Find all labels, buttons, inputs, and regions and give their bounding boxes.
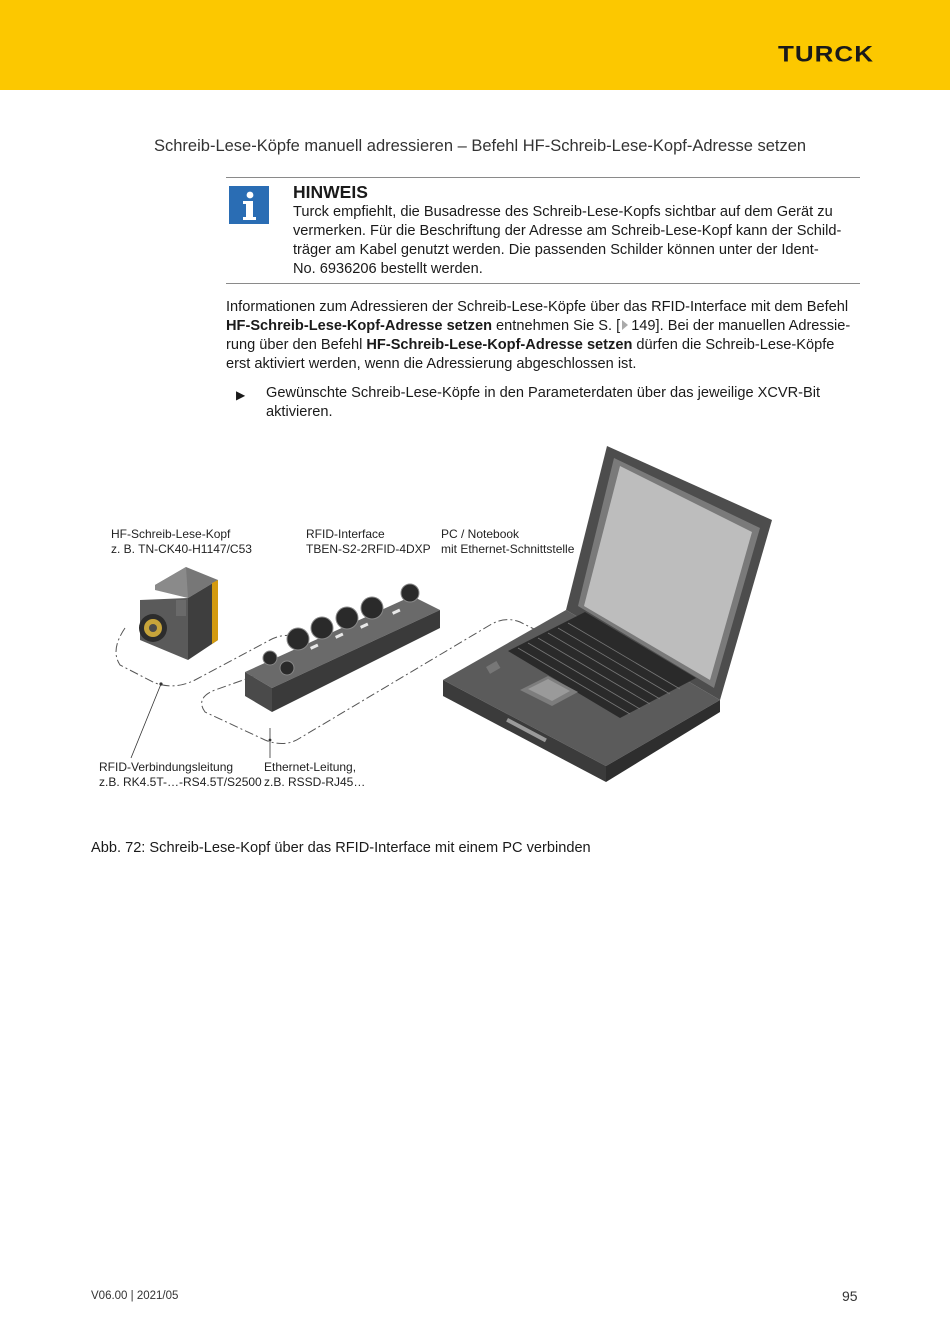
- note-bottom-rule: [226, 283, 860, 284]
- connection-figure: [0, 430, 950, 810]
- step-marker-icon: ▶: [236, 388, 246, 402]
- step-line: aktivieren.: [266, 404, 333, 420]
- info-icon: [229, 186, 269, 224]
- turck-logo: [738, 40, 914, 66]
- note-line: Turck empfiehlt, die Busadresse des Schreib-Lese-Kopfs sichtbar auf dem Gerät zu: [293, 204, 833, 220]
- paragraph-text: dürfen die Schreib-Lese-Köpfe: [632, 337, 835, 353]
- paragraph-line: erst aktiviert werden, wenn die Adressierung abgeschlossen ist.: [226, 356, 637, 372]
- section-title: Schreib-Lese-Köpfe manuell adressieren – Befehl HF-Schreib-Lese-Kopf-Adresse setzen: [154, 137, 807, 155]
- note-line: vermerken. Für die Beschriftung der Adresse am Schreib-Lese-Kopf kann der Schild-: [293, 223, 842, 239]
- rfid-cable-leader: [131, 684, 161, 758]
- figure-caption: Abb. 72: Schreib-Lese-Kopf über das RFID-Interface mit einem PC verbinden: [91, 840, 591, 856]
- label-read-write-head: HF-Schreib-Lese-Kopf z. B. TN-CK40-H1147/C53: [111, 527, 252, 556]
- rfid-interface-module-image: [245, 584, 440, 712]
- paragraph-line: [226, 317, 850, 336]
- notebook-pc-image: [443, 446, 772, 782]
- footer-version: V06.00 | 2021/05: [91, 1290, 179, 1302]
- label-rfid-interface: RFID-Interface TBEN-S2-2RFID-4DXP: [306, 527, 431, 556]
- paragraph-line: [226, 336, 834, 355]
- note-line: träger am Kabel genutzt werden. Die passenden Schilder können unter der Ident-: [293, 242, 819, 258]
- command-name: HF-Schreib-Lese-Kopf-Adresse setzen: [226, 318, 492, 334]
- page-reference-link[interactable]: 149: [631, 318, 656, 334]
- page-header-band: [0, 0, 950, 90]
- label-rfid-cable: RFID-Verbindungsleitung z.B. RK4.5T-…-RS4.5T/S2500: [99, 760, 262, 789]
- page-number: 95: [842, 1288, 858, 1304]
- step-line: Gewünschte Schreib-Lese-Köpfe in den Parameterdaten über das jeweilige XCVR-Bit: [266, 385, 821, 401]
- note-heading: HINWEIS: [293, 182, 368, 202]
- paragraph-line: Informationen zum Adressieren der Schreib-Lese-Köpfe über das RFID-Interface mit dem Befehl: [226, 299, 849, 315]
- paragraph-text: ]. Bei der manuellen Adressie-: [655, 318, 851, 334]
- label-pc-notebook: PC / Notebook mit Ethernet-Schnittstelle: [441, 527, 575, 556]
- rfid-read-write-head-image: [139, 567, 218, 660]
- svg-text:TURCK: TURCK: [778, 42, 874, 66]
- page-ref-arrow-icon: [622, 320, 628, 330]
- paragraph-text: rung über den Befehl: [226, 337, 367, 353]
- paragraph-text: entnehmen Sie S. [: [492, 318, 621, 334]
- command-name: HF-Schreib-Lese-Kopf-Adresse setzen: [366, 337, 633, 353]
- note-line: No. 6936206 bestellt werden.: [293, 261, 483, 277]
- note-top-rule: [226, 177, 860, 178]
- label-ethernet-cable: Ethernet-Leitung, z.B. RSSD-RJ45…: [264, 760, 366, 789]
